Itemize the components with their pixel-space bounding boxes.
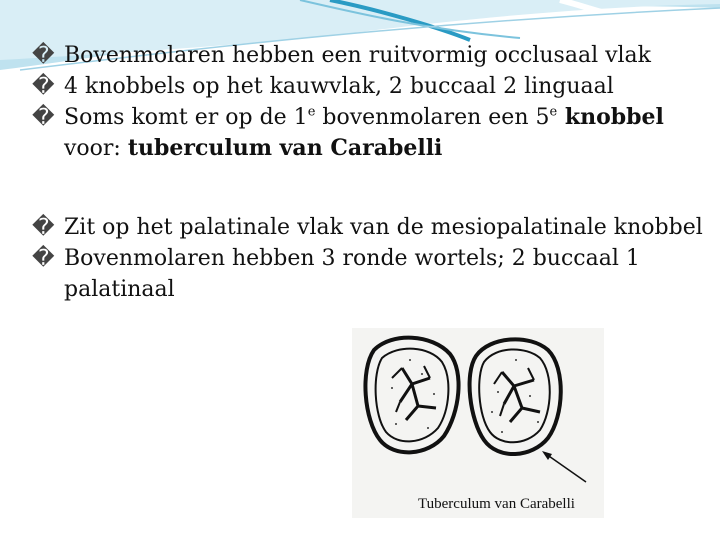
bullet-text: Zit op het palatinale vlak van de mesiopalatinale knobbel	[64, 215, 703, 240]
bullet-marker: �	[32, 74, 55, 99]
bullet-text: Bovenmolaren hebben 3 ronde wortels; 2 buccaal 1 palatinaal	[64, 246, 640, 302]
bullet-marker: �	[32, 246, 55, 271]
bullet-text-part: voor:	[64, 136, 128, 161]
bullet-item	[28, 102, 708, 164]
left-molar-outline	[365, 338, 458, 453]
bullet-marker: �	[32, 105, 55, 130]
superscript: e	[549, 104, 558, 120]
superscript: e	[307, 104, 316, 120]
bullet-marker: �	[32, 215, 55, 240]
bullet-item	[28, 243, 708, 305]
bullet-text-bold: tuberculum van Carabelli	[127, 135, 443, 161]
bullet-text: Bovenmolaren hebben een ruitvormig occlusaal vlak	[64, 43, 652, 68]
figure-caption: Tuberculum van Carabelli	[418, 496, 575, 512]
bullet-text-bold: knobbel	[557, 104, 664, 130]
bullet-item	[28, 212, 708, 243]
bullet-text: 4 knobbels op het kauwvlak, 2 buccaal 2 linguaal	[64, 74, 614, 99]
right-molar-outline	[470, 339, 561, 454]
molar-illustration	[352, 328, 604, 518]
arrow-icon	[542, 451, 586, 482]
bullet-text-part: bovenmolaren een 5	[315, 105, 550, 130]
bullet-list	[28, 40, 708, 305]
bullet-item	[28, 71, 708, 102]
bullet-text-part: Soms komt er op de 1	[64, 105, 308, 130]
molar-drawing	[352, 328, 604, 488]
bullet-item	[28, 40, 708, 71]
bullet-marker: �	[32, 43, 55, 68]
